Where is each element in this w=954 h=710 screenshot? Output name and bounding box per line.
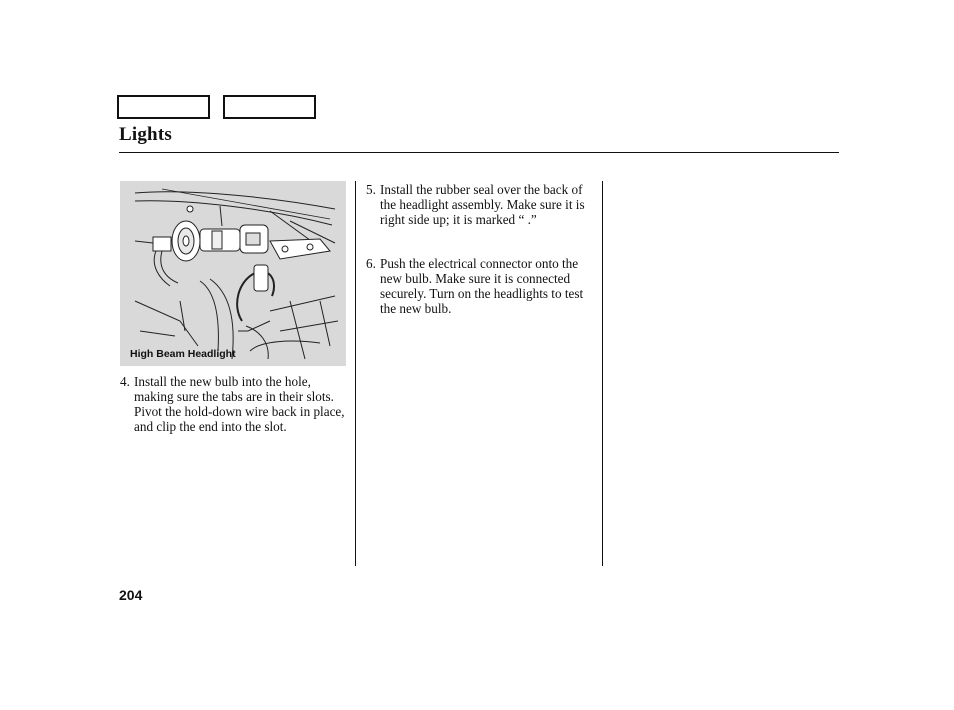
figure-caption: High Beam Headlight [130, 348, 236, 360]
page-title: Lights [119, 124, 172, 145]
step-6 [366, 256, 596, 316]
high-beam-headlight-illustration [120, 181, 346, 366]
nav-prev-box[interactable] [117, 95, 210, 119]
step-number: 5. [366, 182, 376, 197]
title-rule [119, 152, 839, 153]
step-number: 6. [366, 256, 376, 271]
step-number: 4. [120, 374, 130, 389]
step-text: Install the new bulb into the hole, making sure the tabs are in their slots. Pivot the hold-down wire back in place, and clip the end into the slot. [134, 374, 345, 434]
step-text: Install the rubber seal over the back of the headlight assembly. Make sure it is right side up; it is marked “ .” [380, 182, 585, 227]
step-4 [120, 374, 350, 434]
headlight-figure [120, 181, 346, 366]
column-divider-2 [602, 181, 603, 566]
nav-next-box[interactable] [223, 95, 316, 119]
column-divider-1 [355, 181, 356, 566]
step-text: Push the electrical connector onto the new bulb. Make sure it is connected securely. Turn on the headlights to test the new bulb. [380, 256, 584, 316]
page-number: 204 [119, 587, 143, 603]
step-5 [366, 182, 596, 227]
